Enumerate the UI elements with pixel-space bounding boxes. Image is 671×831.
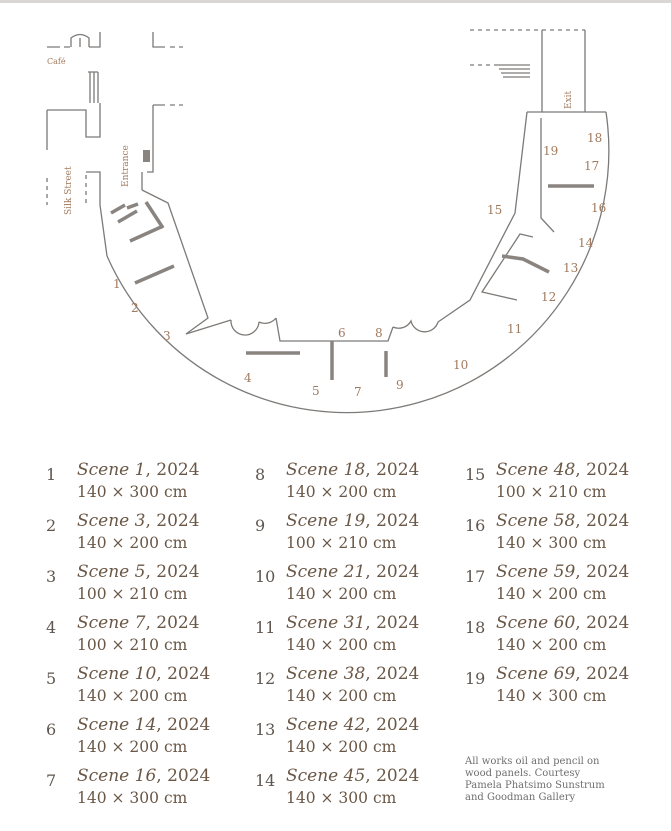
work-title: Scene 16, 2024 <box>77 766 211 786</box>
work-dimensions: 140 × 200 cm <box>286 483 397 501</box>
work-dimensions: 140 × 300 cm <box>286 789 397 807</box>
label-silk-street: Silk Street <box>64 166 74 215</box>
work-dimensions: 100 × 210 cm <box>496 483 607 501</box>
work-number: 13 <box>255 720 276 739</box>
plan-number: 7 <box>354 385 362 399</box>
plan-wall <box>259 318 276 323</box>
work-number: 9 <box>255 516 266 535</box>
plan-wall <box>393 321 438 332</box>
plan-number: 8 <box>375 326 383 340</box>
plan-number: 9 <box>396 378 404 392</box>
plan-wall <box>231 320 259 335</box>
plan-wall <box>89 32 100 47</box>
work-title: Scene 42, 2024 <box>286 715 420 735</box>
work-number: 8 <box>255 465 266 484</box>
plan-number: 16 <box>591 201 607 215</box>
work-dimensions: 140 × 300 cm <box>496 687 607 705</box>
work-dimensions: 100 × 210 cm <box>77 636 188 654</box>
artwork-wall <box>130 227 161 241</box>
work-number: 5 <box>46 669 57 688</box>
plan-wall <box>153 32 165 47</box>
work-title: Scene 45, 2024 <box>286 766 420 786</box>
work-number: 19 <box>465 669 486 688</box>
artwork-wall <box>135 266 174 283</box>
plan-number: 14 <box>578 236 594 250</box>
work-number: 6 <box>46 720 57 739</box>
work-title: Scene 1, 2024 <box>77 460 200 480</box>
work-dimensions: 140 × 300 cm <box>496 534 607 552</box>
work-number: 15 <box>465 465 486 484</box>
work-title: Scene 58, 2024 <box>496 511 630 531</box>
artwork-wall <box>111 204 138 222</box>
work-dimensions: 140 × 200 cm <box>77 534 188 552</box>
credit-note: All works oil and pencil on wood panels. Courtesy Pamela Phatsimo Sunstrum and Goodman Gallery <box>465 756 605 803</box>
work-dimensions: 140 × 200 cm <box>286 687 397 705</box>
work-number: 17 <box>465 567 486 586</box>
plan-number: 4 <box>244 371 252 385</box>
work-title: Scene 48, 2024 <box>496 460 630 480</box>
plan-stair <box>497 65 530 77</box>
work-dimensions: 140 × 200 cm <box>286 738 397 756</box>
work-title: Scene 69, 2024 <box>496 664 630 684</box>
work-dimensions: 140 × 200 cm <box>496 585 607 603</box>
work-title: Scene 7, 2024 <box>77 613 200 633</box>
plan-number: 5 <box>312 384 320 398</box>
work-number: 3 <box>46 567 57 586</box>
work-title: Scene 31, 2024 <box>286 613 420 633</box>
work-number: 11 <box>255 618 276 637</box>
work-dimensions: 140 × 200 cm <box>77 738 188 756</box>
plan-number: 19 <box>543 144 559 158</box>
work-title: Scene 59, 2024 <box>496 562 630 582</box>
work-number: 1 <box>46 465 57 484</box>
work-title: Scene 14, 2024 <box>77 715 211 735</box>
plan-wall <box>541 118 554 232</box>
plan-wall <box>47 103 100 137</box>
plan-number: 11 <box>507 322 523 336</box>
work-title: Scene 5, 2024 <box>77 562 200 582</box>
plan-number: 10 <box>453 358 469 372</box>
plan-number: 3 <box>163 329 171 343</box>
plan-number: 1 <box>113 277 121 291</box>
plan-number: 13 <box>563 261 579 275</box>
plan-outer-wall <box>107 112 609 413</box>
plan-number: 2 <box>131 301 139 315</box>
work-number: 14 <box>255 771 276 790</box>
work-number: 10 <box>255 567 276 586</box>
work-dimensions: 140 × 300 cm <box>77 483 188 501</box>
label-entrance: Entrance <box>121 145 131 187</box>
plan-pillar <box>143 150 150 162</box>
plan-number: 18 <box>587 131 603 145</box>
plan-wall <box>100 180 107 256</box>
plan-wall <box>86 172 100 180</box>
work-number: 18 <box>465 618 486 637</box>
plan-number: 6 <box>338 326 346 340</box>
work-title: Scene 19, 2024 <box>286 511 420 531</box>
artwork-wall <box>502 256 549 272</box>
work-dimensions: 100 × 210 cm <box>77 585 188 603</box>
plan-wall <box>186 320 231 334</box>
work-title: Scene 60, 2024 <box>496 613 630 633</box>
work-dimensions: 140 × 300 cm <box>77 789 188 807</box>
work-number: 7 <box>46 771 57 790</box>
work-number: 12 <box>255 669 276 688</box>
work-dimensions: 140 × 200 cm <box>286 585 397 603</box>
work-dimensions: 140 × 200 cm <box>286 636 397 654</box>
work-title: Scene 21, 2024 <box>286 562 420 582</box>
work-number: 4 <box>46 618 57 637</box>
work-title: Scene 3, 2024 <box>77 511 200 531</box>
label-cafe: Café <box>47 57 66 66</box>
work-number: 16 <box>465 516 486 535</box>
work-title: Scene 10, 2024 <box>77 664 211 684</box>
artwork-wall <box>146 202 163 228</box>
plan-number: 17 <box>584 159 600 173</box>
label-exit: Exit <box>564 90 574 109</box>
work-title: Scene 18, 2024 <box>286 460 420 480</box>
work-dimensions: 100 × 210 cm <box>286 534 397 552</box>
plan-wall <box>482 234 533 300</box>
plan-stair <box>88 72 98 103</box>
plan-number: 15 <box>487 203 503 217</box>
artwork-walls <box>111 186 594 380</box>
work-dimensions: 140 × 200 cm <box>77 687 188 705</box>
work-dimensions: 140 × 200 cm <box>496 636 607 654</box>
work-number: 2 <box>46 516 57 535</box>
work-title: Scene 38, 2024 <box>286 664 420 684</box>
plan-number: 12 <box>541 290 557 304</box>
